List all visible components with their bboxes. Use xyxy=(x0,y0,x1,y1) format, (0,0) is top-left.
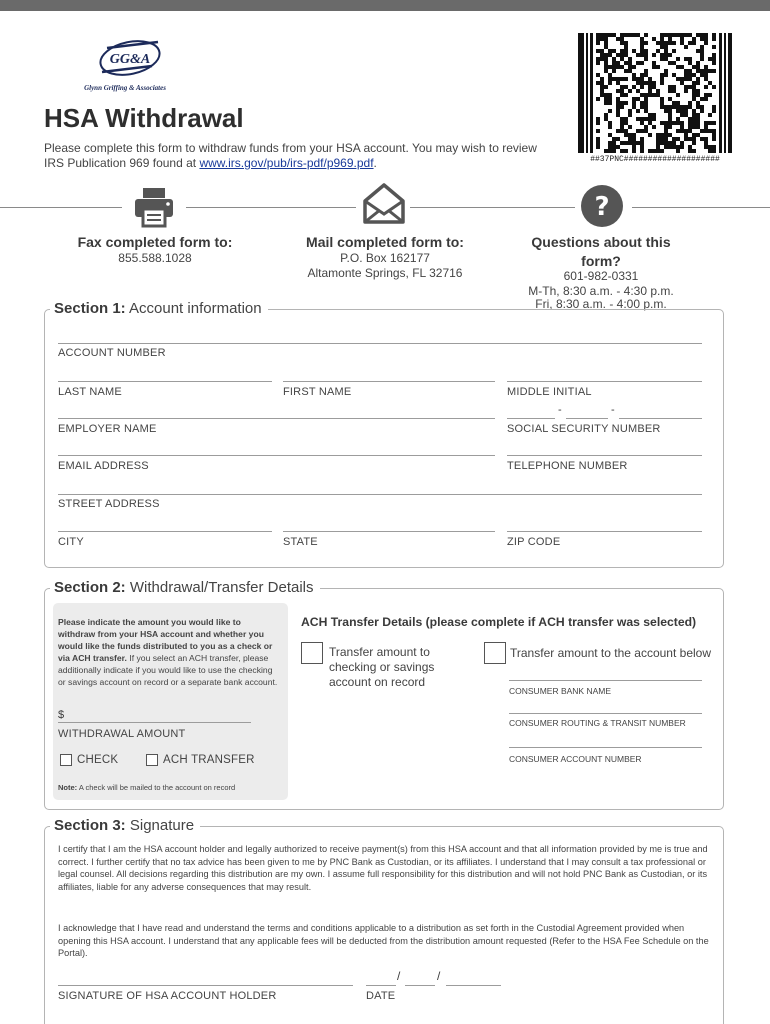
date-separator: / xyxy=(397,969,401,983)
divider-line xyxy=(186,207,356,208)
routing-number-label: CONSUMER ROUTING & TRANSIT NUMBER xyxy=(509,718,686,728)
withdrawal-amount-input[interactable] xyxy=(58,722,251,723)
printer-icon xyxy=(132,185,176,229)
account-on-record-checkbox[interactable] xyxy=(301,642,323,664)
ssn-separator: - xyxy=(558,404,562,416)
questions-block xyxy=(500,234,702,312)
check-note xyxy=(58,783,235,792)
irs-link[interactable]: www.irs.gov/pub/irs-pdf/p969.pdf xyxy=(199,156,374,170)
email-label: EMAIL ADDRESS xyxy=(58,460,149,472)
telephone-input[interactable] xyxy=(507,455,702,456)
state-label: STATE xyxy=(283,536,318,548)
last-name-input[interactable] xyxy=(58,381,272,382)
question-icon xyxy=(580,184,624,228)
state-input[interactable] xyxy=(283,531,495,532)
note-bold: Note: xyxy=(58,783,78,792)
barcode xyxy=(578,33,732,153)
intro-end: . xyxy=(373,156,377,170)
questions-hours-fri: Fri, 8:30 a.m. - 4:00 p.m. xyxy=(535,297,667,311)
middle-initial-label: MIDDLE INITIAL xyxy=(507,386,592,398)
first-name-label: FIRST NAME xyxy=(283,386,352,398)
logo-brand: GG&A xyxy=(109,52,151,67)
account-number-ach-input[interactable] xyxy=(509,747,702,748)
bank-name-label: CONSUMER BANK NAME xyxy=(509,686,612,696)
intro-text xyxy=(44,141,544,171)
option1-line3: account on record xyxy=(329,675,426,689)
account-below-label: Transfer amount to the account below xyxy=(510,646,711,660)
email-input[interactable] xyxy=(58,455,495,456)
instruction-rest: If you select an ACH transfer, please additionally indicate if you would like to use the checking or savings account on record or a separate bank account. xyxy=(58,653,278,687)
section-2-title xyxy=(50,579,320,596)
date-separator: / xyxy=(437,969,441,983)
ssn-input-part3[interactable] xyxy=(619,418,702,419)
option1-line2: checking or savings xyxy=(329,660,435,674)
date-year-input[interactable] xyxy=(446,985,501,986)
mail-heading: Mail completed form to: xyxy=(306,234,464,250)
last-name-label: LAST NAME xyxy=(58,386,122,398)
fax-number: 855.588.1028 xyxy=(118,251,192,265)
zip-input[interactable] xyxy=(507,531,702,532)
section-3-name: Signature xyxy=(125,817,195,834)
questions-hours: M-Th, 8:30 a.m. - 4:30 p.m. xyxy=(528,284,674,298)
account-number-ach-label: CONSUMER ACCOUNT NUMBER xyxy=(509,754,642,764)
signature-label: SIGNATURE OF HSA ACCOUNT HOLDER xyxy=(58,990,277,1002)
page-title: HSA Withdrawal xyxy=(44,103,244,133)
withdrawal-instructions xyxy=(58,616,280,688)
section-1-title xyxy=(50,300,268,317)
street-address-input[interactable] xyxy=(58,494,702,495)
section-1-label: Section 1: xyxy=(54,300,126,317)
questions-heading: Questions about this xyxy=(531,234,671,250)
account-below-checkbox[interactable] xyxy=(484,642,506,664)
certification-paragraph: I certify that I am the HSA account holder and legally authorized to receive payment(s) from this HSA account and that all information provided by me is true and correct. I further certify that no tax advice has been given to me by PNC Bank as Custodian, or its affiliates. I understand that I may consult a tax professional or legal counsel. All decisions regarding this distribution are my own. I assume full responsibility for this distribution and will not hold PNC Bank as Custodian, or its affiliates, liable for any adverse consequences that may result. xyxy=(58,844,708,892)
mail-line1: P.O. Box 162177 xyxy=(340,251,430,265)
first-name-input[interactable] xyxy=(283,381,495,382)
divider-line xyxy=(0,207,122,208)
middle-initial-input[interactable] xyxy=(507,381,702,382)
questions-heading-2: form? xyxy=(581,253,621,269)
zip-label: ZIP CODE xyxy=(507,536,561,548)
ssn-input-part2[interactable] xyxy=(566,418,608,419)
account-number-input[interactable] xyxy=(58,343,702,344)
ach-transfer-checkbox[interactable] xyxy=(146,754,158,766)
fax-block xyxy=(40,234,270,266)
employer-name-input[interactable] xyxy=(58,418,495,419)
acknowledgement-paragraph: I acknowledge that I have read and understand the terms and conditions applicable to a distribution as set forth in the Custodial Agreement provided when opening this HSA account. I understand that any applicable fees will be deducted from the distribution amount requested (Refer to the HSA Fee Schedule on the Portal). xyxy=(58,923,709,958)
ssn-separator: - xyxy=(611,404,615,416)
city-input[interactable] xyxy=(58,531,272,532)
account-number-label: ACCOUNT NUMBER xyxy=(58,347,166,359)
section-1-name: Account information xyxy=(125,300,262,317)
section-2-name: Withdrawal/Transfer Details xyxy=(125,579,314,596)
signature-input[interactable] xyxy=(58,985,353,986)
ssn-label: SOCIAL SECURITY NUMBER xyxy=(507,423,661,435)
ssn-input-part1[interactable] xyxy=(507,418,555,419)
section-3-label: Section 3: xyxy=(54,817,126,834)
telephone-label: TELEPHONE NUMBER xyxy=(507,460,628,472)
date-day-input[interactable] xyxy=(405,985,435,986)
account-on-record-label xyxy=(329,645,434,690)
routing-number-input[interactable] xyxy=(509,713,702,714)
check-checkbox[interactable] xyxy=(60,754,72,766)
mail-block xyxy=(268,234,502,281)
svg-text:?: ? xyxy=(594,192,610,222)
date-label: DATE xyxy=(366,990,396,1002)
barcode-text: ##37PNC#################### xyxy=(590,155,720,164)
questions-phone: 601-982-0331 xyxy=(563,269,639,283)
withdrawal-amount-label: WITHDRAWAL AMOUNT xyxy=(58,728,186,740)
instruction-bold: Please indicate the amount you would like to withdraw from your HSA account and whether you would like the funds distributed to you as a check or via ACH transfer. xyxy=(58,617,273,663)
check-label: CHECK xyxy=(77,754,119,766)
logo-company: Glynn Griffing & Associates xyxy=(84,84,166,92)
divider-line xyxy=(632,207,770,208)
fax-heading: Fax completed form to: xyxy=(77,234,233,250)
envelope-icon xyxy=(362,181,406,225)
street-address-label: STREET ADDRESS xyxy=(58,498,160,510)
date-month-input[interactable] xyxy=(366,985,396,986)
section-3-title xyxy=(50,817,200,834)
intro-body: Please complete this form to withdraw funds from your HSA account. You may wish to review IRS Publication 969 found at xyxy=(44,141,537,170)
ach-transfer-label: ACH TRANSFER xyxy=(163,754,255,766)
employer-name-label: EMPLOYER NAME xyxy=(58,423,157,435)
city-label: CITY xyxy=(58,536,84,548)
ach-heading: ACH Transfer Details (please complete if ACH transfer was selected) xyxy=(301,615,697,629)
note-text: A check will be mailed to the account on record xyxy=(77,783,236,792)
bank-name-input[interactable] xyxy=(509,680,702,681)
section-2-label: Section 2: xyxy=(54,579,126,596)
dollar-sign: $ xyxy=(58,709,65,721)
divider-line xyxy=(410,207,575,208)
mail-line2: Altamonte Springs, FL 32716 xyxy=(307,266,463,280)
top-bar xyxy=(0,0,770,11)
option1-line1: Transfer amount to xyxy=(329,645,430,659)
